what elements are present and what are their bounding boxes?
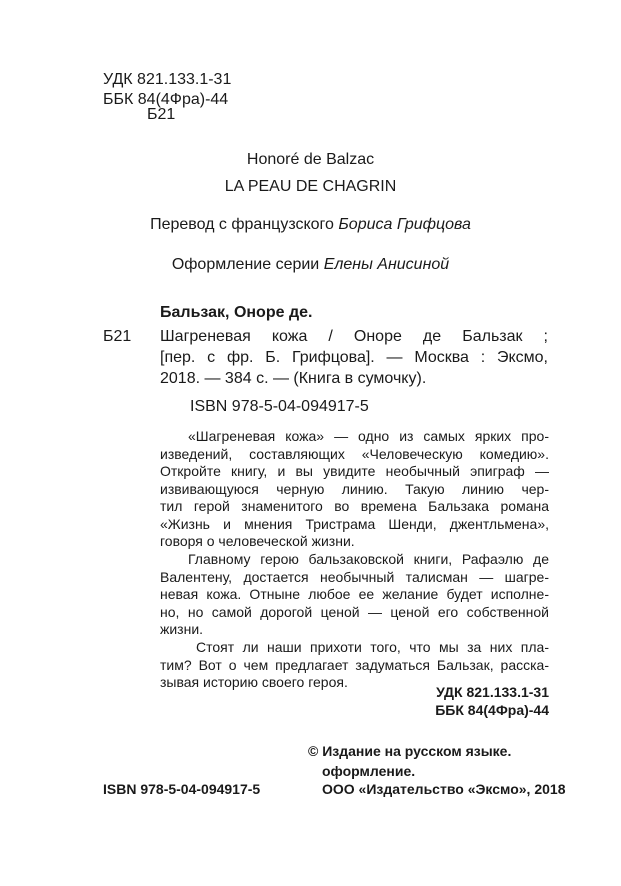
copyright-line-3: ООО «Издательство «Эксмо», 2018 bbox=[322, 781, 566, 797]
annotation-line: «Шагреневая кожа» — одно из самых ярких про- bbox=[188, 428, 549, 444]
annotation-line: тил герой знаменитого во времена Бальзака романа bbox=[160, 498, 549, 514]
annotation-line: изведений, составляющих «Человеческую комедию». bbox=[160, 445, 549, 462]
translation-credit bbox=[0, 215, 621, 235]
annotation-line: Валентену, достается необычный талисман — шагре- bbox=[160, 568, 549, 585]
translator-name: Бориса Грифцова bbox=[338, 216, 471, 233]
designer-name: Елены Анисиной bbox=[323, 256, 450, 273]
original-title: LA PEAU DE CHAGRIN bbox=[224, 178, 397, 195]
udk-footer: УДК 821.133.1-31 bbox=[436, 684, 549, 700]
catalog-author-heading: Бальзак, Оноре де. bbox=[160, 304, 313, 321]
udk-header: УДК 821.133.1-31 bbox=[103, 71, 232, 88]
catalog-author-mark: Б21 bbox=[103, 328, 132, 345]
annotation-line: извивающуюся черную линию. Такую линию чер- bbox=[160, 480, 549, 497]
annotation-line: Главному герою бальзаковской книги, Рафаэлю де bbox=[188, 551, 549, 567]
annotation-line: зывая историю своего героя. bbox=[160, 674, 348, 690]
translation-prefix: Перевод с французского bbox=[150, 216, 339, 233]
annotation-line: тим? Вот о чем предлагает задуматься Бальзак, расска- bbox=[160, 656, 549, 673]
catalog-line-3: 2018. — 384 с. — (Книга в сумочку). bbox=[160, 370, 427, 387]
annotation-line: Стоят ли наши прихоти того, что мы за них пла- bbox=[196, 639, 549, 655]
catalog-isbn: ISBN 978-5-04-094917-5 bbox=[190, 398, 369, 415]
annotation-line: жизни. bbox=[160, 621, 204, 637]
design-prefix: Оформление серии bbox=[171, 256, 324, 273]
original-author: Honoré de Balzac bbox=[246, 151, 375, 168]
isbn-footer: ISBN 978-5-04-094917-5 bbox=[103, 781, 261, 797]
copyright-line-1: © Издание на русском языке. bbox=[308, 743, 512, 759]
annotation-line: «Жизнь и мнения Тристрама Шенди, джентльмена», bbox=[160, 515, 549, 532]
annotation-line: говоря о человеческой жизни. bbox=[160, 533, 355, 549]
annotation-line: невая кожа. Отныне любое ее желание будет исполне- bbox=[160, 586, 549, 602]
annotation-paragraph-1 bbox=[160, 428, 549, 551]
annotation-line: Откройте книгу, и вы увидите необычный эпиграф — bbox=[160, 463, 549, 479]
bbk-footer: ББК 84(4Фра)-44 bbox=[435, 702, 549, 718]
catalog-line-1: Шагреневая кожа / Оноре де Бальзак ; bbox=[160, 328, 548, 345]
annotation-line: но, но самой дорогой ценой — ценой его собственной bbox=[160, 603, 549, 620]
catalog-line-2: [пер. с фр. Б. Грифцова]. — Москва : Эксмо, bbox=[160, 349, 548, 366]
design-credit bbox=[0, 255, 621, 275]
author-mark-header: Б21 bbox=[147, 106, 176, 123]
annotation-paragraph-2 bbox=[160, 551, 549, 639]
bbk-header: ББК 84(4Фра)-44 bbox=[103, 91, 229, 108]
copyright-line-2: оформление. bbox=[322, 763, 416, 779]
